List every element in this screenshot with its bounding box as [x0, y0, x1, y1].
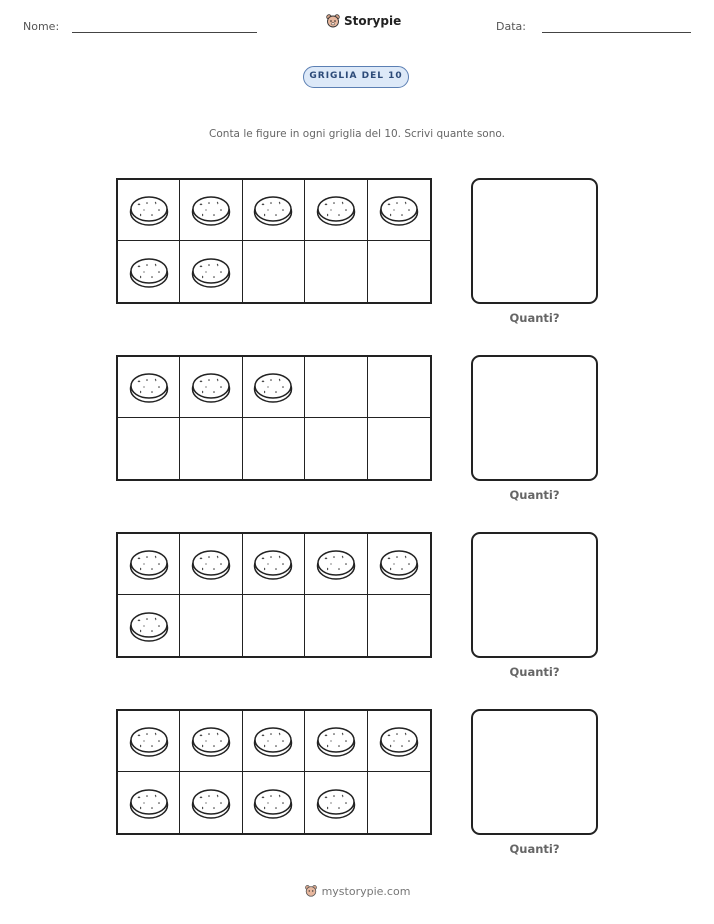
cookie-icon: [379, 724, 419, 758]
ten-frame-cell: [368, 180, 430, 241]
cookie-icon: [316, 193, 356, 227]
cookie-icon: [316, 786, 356, 820]
ten-frame-cell: [118, 418, 180, 479]
ten-frame-cell: [180, 418, 242, 479]
ten-frame-grid: [116, 532, 432, 658]
cookie-icon: [129, 255, 169, 289]
cookie-icon: [191, 724, 231, 758]
ten-frame-cell: [243, 357, 305, 418]
cookie-icon: [316, 724, 356, 758]
date-label: Data:: [496, 20, 526, 33]
ten-frame-cell: [118, 357, 180, 418]
bear-mascot-icon: [325, 13, 341, 29]
cookie-icon: [129, 547, 169, 581]
cookie-icon: [129, 193, 169, 227]
ten-frame-cell: [118, 180, 180, 241]
ten-frame-cell: [305, 418, 367, 479]
date-line[interactable]: [542, 32, 691, 33]
cookie-icon: [129, 724, 169, 758]
ten-frame-cell: [368, 595, 430, 656]
cookie-icon: [191, 370, 231, 404]
answer-box[interactable]: [471, 532, 598, 658]
cookie-icon: [253, 193, 293, 227]
ten-frame-cell: [305, 180, 367, 241]
name-line[interactable]: [72, 32, 257, 33]
cookie-icon: [253, 547, 293, 581]
footer-url: mystorypie.com: [321, 884, 411, 898]
ten-frame-grid: [116, 355, 432, 481]
ten-frame-cell: [243, 534, 305, 595]
answer-box[interactable]: [471, 178, 598, 304]
cookie-icon: [191, 547, 231, 581]
ten-frame-cell: [243, 772, 305, 833]
ten-frame-cell: [305, 595, 367, 656]
cookie-icon: [129, 370, 169, 404]
answer-label: Quanti?: [509, 842, 560, 856]
ten-frame-cell: [243, 711, 305, 772]
cookie-icon: [129, 786, 169, 820]
brand-logo: [325, 13, 401, 29]
cookie-icon: [129, 609, 169, 643]
answer-label: Quanti?: [509, 665, 560, 679]
ten-frame-cell: [243, 180, 305, 241]
ten-frame-cell: [368, 534, 430, 595]
cookie-icon: [379, 193, 419, 227]
ten-frame-cell: [368, 418, 430, 479]
cookie-icon: [253, 724, 293, 758]
ten-frame-cell: [305, 357, 367, 418]
ten-frame-cell: [243, 418, 305, 479]
ten-frame-cell: [243, 241, 305, 302]
brand-name: Storypie: [344, 14, 402, 28]
answer-label: Quanti?: [509, 488, 560, 502]
cookie-icon: [253, 370, 293, 404]
cookie-icon: [191, 193, 231, 227]
ten-frame-cell: [118, 534, 180, 595]
ten-frame-cell: [305, 711, 367, 772]
answer-box[interactable]: [471, 355, 598, 481]
cookie-icon: [316, 547, 356, 581]
ten-frame-cell: [180, 534, 242, 595]
instructions: Conta le figure in ogni griglia del 10. Scrivi quante sono.: [209, 128, 505, 140]
ten-frame-cell: [180, 711, 242, 772]
ten-frame-cell: [305, 534, 367, 595]
ten-frame-grid: [116, 178, 432, 304]
ten-frame-cell: [118, 595, 180, 656]
cookie-icon: [379, 547, 419, 581]
ten-frame-cell: [180, 595, 242, 656]
ten-frame-cell: [118, 772, 180, 833]
ten-frame-cell: [368, 357, 430, 418]
ten-frame-cell: [243, 595, 305, 656]
cookie-icon: [253, 786, 293, 820]
bear-mascot-icon: [304, 884, 318, 898]
name-label: Nome:: [23, 20, 60, 33]
ten-frame-cell: [180, 241, 242, 302]
ten-frame-cell: [368, 241, 430, 302]
section-badge: GRIGLIA DEL 10: [303, 66, 409, 88]
ten-frame-cell: [305, 241, 367, 302]
ten-frame-cell: [118, 241, 180, 302]
answer-box[interactable]: [471, 709, 598, 835]
cookie-icon: [191, 255, 231, 289]
ten-frame-cell: [180, 772, 242, 833]
ten-frame-cell: [368, 711, 430, 772]
ten-frame-cell: [118, 711, 180, 772]
ten-frame-cell: [180, 357, 242, 418]
answer-label: Quanti?: [509, 311, 560, 325]
cookie-icon: [191, 786, 231, 820]
ten-frame-cell: [305, 772, 367, 833]
footer: [0, 884, 714, 898]
ten-frame-cell: [368, 772, 430, 833]
ten-frame-cell: [180, 180, 242, 241]
ten-frame-grid: [116, 709, 432, 835]
